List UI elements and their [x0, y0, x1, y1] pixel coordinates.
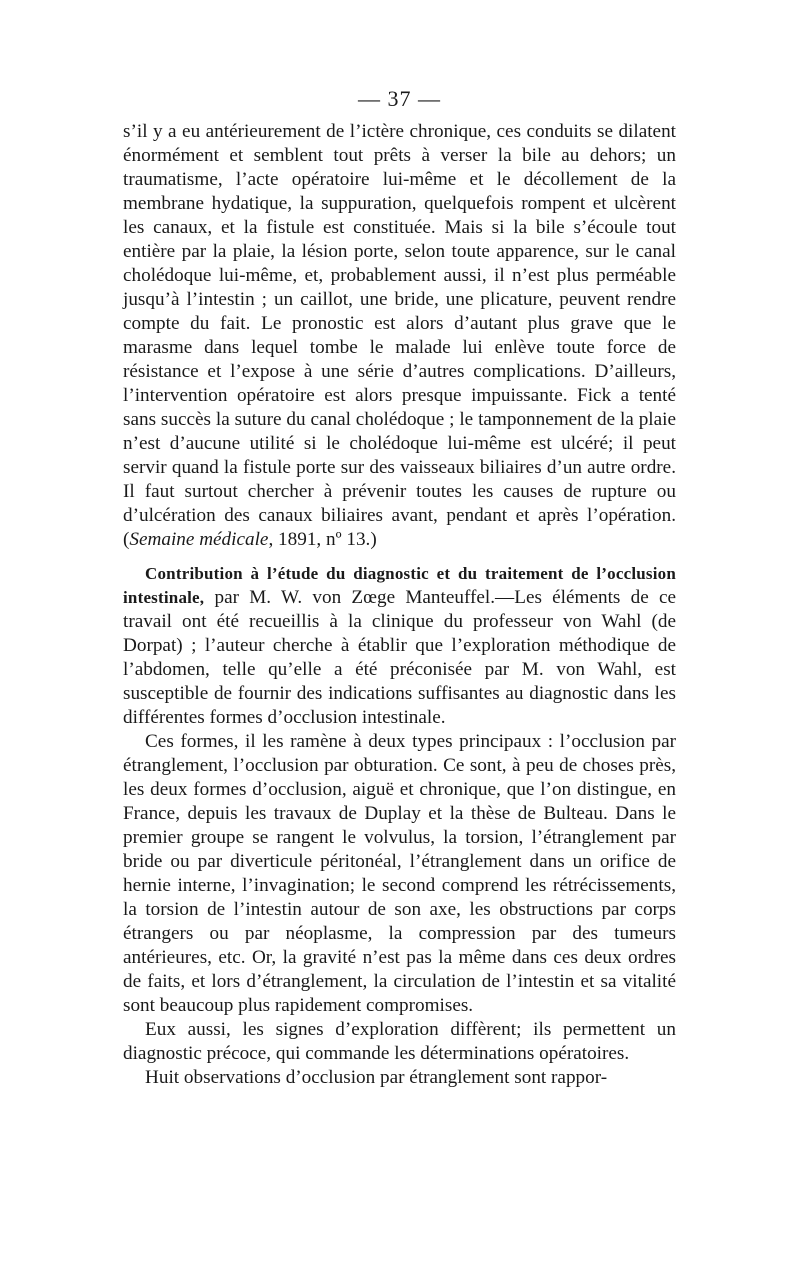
book-page: [123, 86, 676, 1090]
paragraph-occlusion-intro: [123, 562, 676, 730]
article-heading: Contribution à l’étude du diagnostic et du traitement de l’occlusion intestinale,: [123, 564, 676, 607]
paragraph-observations: Huit observations d’occlusion par étranglement sont rappor-: [145, 1067, 608, 1088]
paragraph-exploration-signs: Eux aussi, les signes d’exploration diffèrent; ils permettent un diagnostic précoce, qui commande les déterminations opératoires.: [123, 1019, 676, 1064]
page-number: — 37 —: [358, 86, 441, 111]
paragraph-biliary-fistula: [123, 120, 676, 552]
paragraph-occlusion-types: Ces formes, il les ramène à deux types principaux : l’occlusion par étranglement, l’occlusion par obturation. Ce sont, à peu de choses près, les deux formes d’occlusion, aiguë et chronique, que l’on distingue, en France, depuis les travaux de Duplay et la thèse de Bulteau. Dans le premier groupe se rangent le volvulus, la torsion, l’étranglement par bride ou par diverticule péritonéal, l’étranglement dans un orifice de hernie interne, l’invagination; le second comprend les rétrécissements, la torsion de l’intestin autour de son axe, les obstructions par corps étrangers ou par néoplasme, la compression par des tumeurs antérieures, etc. Or, la gravité n’est pas la même dans ces deux ordres de faits, et lors d’étranglement, la circulation de l’intestin et sa vitalité sont beaucoup plus rapidement compromises.: [123, 731, 676, 1016]
paragraph-text: par M. W. von Zœge Manteuffel.—Les éléments de ce travail ont été recueillis à la clinique du professeur von Wahl (de Dorpat) ; l’auteur cherche à établir que l’exploration méthodique de l’abdomen, telle qu’elle a été préconisée par M. von Wahl, est susceptible de fournir des indications suffisantes au diagnostic dans les différentes formes d’occlusion intestinale.: [123, 587, 676, 728]
journal-title: Semaine médicale: [129, 529, 269, 550]
citation-text: , 1891, nº 13.): [268, 529, 377, 550]
paragraph-text: s’il y a eu antérieurement de l’ictère chronique, ces conduits se dilatent énormément et semblent tout prêts à verser la bile au dehors; un traumatisme, l’acte opératoire lui-même et le décollement de la membrane hydatique, la suppuration, quelquefois rompent et ulcèrent les canaux, et la fistule est constituée. Mais si la bile s’écoule tout entière par la plaie, la lésion porte, selon toute apparence, sur le canal cholédoque lui-même, et, probablement aussi, il n’est plus perméable jusqu’à l’intestin ; un caillot, une bride, une plicature, peuvent rendre compte du fait. Le pronostic est alors d’autant plus grave que le marasme dans lequel tombe le malade lui enlève toute force de résistance et l’expose à une série d’autres complications. D’ailleurs, l’intervention opératoire est alors presque impuissante. Fick a tenté sans succès la suture du canal cholédoque ; le tamponnement de la plaie n’est d’aucune utilité si le cholédoque lui-même est ulcéré; il peut servir quand la fistule porte sur des vaisseaux biliaires d’un autre ordre. Il faut surtout chercher à prévenir toutes les causes de rupture ou d’ulcération des canaux biliaires avant, pendant et après l’opération. (: [123, 121, 676, 550]
